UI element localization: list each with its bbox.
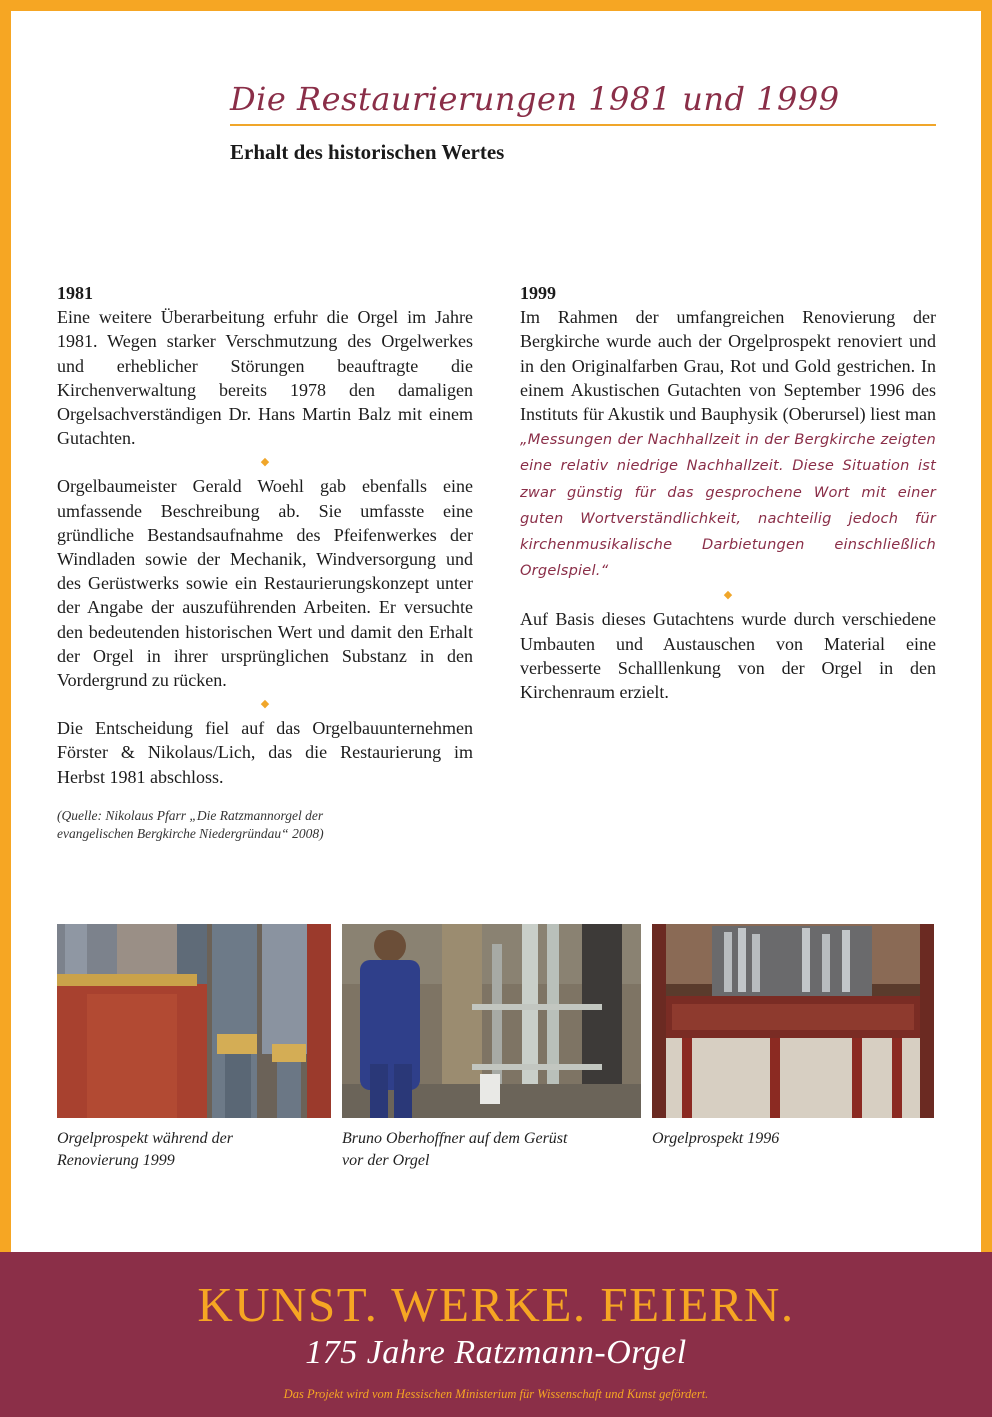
photo-worker-on-scaffold bbox=[342, 924, 641, 1118]
paragraph-1999-2: Auf Basis dieses Gutachtens wurde durch verschiedene Umbauten und Austauschen von Material eine verbesserte Schalllenkung von der Orgel in den Kirchenraum erzielt. bbox=[520, 609, 936, 703]
photo-caption-1 bbox=[57, 1128, 233, 1172]
page-subtitle: Erhalt des historischen Wertes bbox=[230, 140, 505, 164]
footer-funding-note: Das Projekt wird vom Hessischen Ministerium für Wissenschaft und Kunst gefördert. bbox=[283, 1387, 709, 1401]
year-heading-1981: 1981 bbox=[57, 283, 93, 303]
year-heading-1999: 1999 bbox=[520, 283, 556, 303]
paragraph-1981-2: Orgelbaumeister Gerald Woehl gab ebenfalls eine umfassende Beschreibung ab. Sie umfasste eine gründliche Bestandsaufnahme des Pfeifenwerkes der Windladen sowie der Mechanik, Windversorgung und des Gerüstwerks sowie ein Restaurierungskonzept unter der Angabe der auszuführenden Arbeiten. Er versuchte den bedeutenden historischen Wert und damit den Erhalt der Orgel in ihrer ursprünglichen Substanz in den Vordergrund zu rücken. bbox=[57, 476, 473, 691]
column-1999 bbox=[520, 281, 936, 704]
footer-slogan: KUNST. WERKE. FEIERN. bbox=[197, 1277, 795, 1332]
paragraph-1999-1 bbox=[520, 305, 936, 583]
caption-3-line-1: Orgelprospekt 1996 bbox=[652, 1130, 780, 1147]
title-underline bbox=[230, 124, 936, 126]
source-line-2: evangelischen Bergkirche Niedergründau“ 2008) bbox=[57, 825, 324, 841]
caption-2-line-1: Bruno Oberhoffner auf dem Gerüst bbox=[342, 1130, 568, 1147]
source-line-1: (Quelle: Nikolaus Pfarr „Die Ratzmannorgel der bbox=[57, 807, 324, 823]
paragraph-1999-intro: Im Rahmen der umfangreichen Renovierung der Bergkirche wurde auch der Orgelprospekt renoviert und in den Originalfarben Grau, Rot und Gold gestrichen. In einem Akustischen Gutachten von September 1996 des Instituts für Akustik und Bauphysik (Oberursel) liest man bbox=[520, 307, 936, 425]
photo-caption-2 bbox=[342, 1128, 567, 1172]
caption-1-line-1: Orgelprospekt während der bbox=[57, 1130, 233, 1147]
photo-organ-prospect-1996 bbox=[652, 924, 934, 1118]
paragraph-1981-1: Eine weitere Überarbeitung erfuhr die Orgel im Jahre 1981. Wegen starker Verschmutzung des Orgelwerkes und erheblicher Störungen beauftragte die Kirchenverwaltung bereits 1978 den damaligen Orgelsachverständigen Dr. Hans Martin Balz mit einem Gutachten. bbox=[57, 307, 473, 449]
diamond-separator-icon: ◆ bbox=[260, 456, 270, 469]
diamond-separator-icon: ◆ bbox=[723, 589, 733, 602]
column-1981 bbox=[57, 281, 473, 843]
photo-caption-3 bbox=[652, 1128, 779, 1150]
photo-organ-case-renovation bbox=[57, 924, 331, 1118]
caption-2-line-2: vor der Orgel bbox=[342, 1152, 430, 1169]
footer-jubilee-title: 175 Jahre Ratzmann-Orgel bbox=[305, 1334, 687, 1371]
caption-1-line-2: Renovierung 1999 bbox=[57, 1152, 175, 1169]
source-citation bbox=[57, 807, 473, 843]
diamond-separator-icon: ◆ bbox=[260, 698, 270, 711]
page-title: Die Restaurierungen 1981 und 1999 bbox=[230, 80, 840, 118]
paragraph-1981-3: Die Entscheidung fiel auf das Orgelbauunternehmen Förster & Nikolaus/Lich, das die Restaurierung im Herbst 1981 abschloss. bbox=[57, 718, 473, 787]
acoustic-report-quote: „Messungen der Nachhallzeit in der Bergkirche zeigten eine relativ niedrige Nachhallzeit. Diese Situation ist zwar günstig für das gesprochene Wort mit einer guten Wortverständlichkeit, nachteilig jedoch für kirchenmusikalische Darbietungen einschließlich Orgelspiel.“ bbox=[520, 431, 936, 580]
